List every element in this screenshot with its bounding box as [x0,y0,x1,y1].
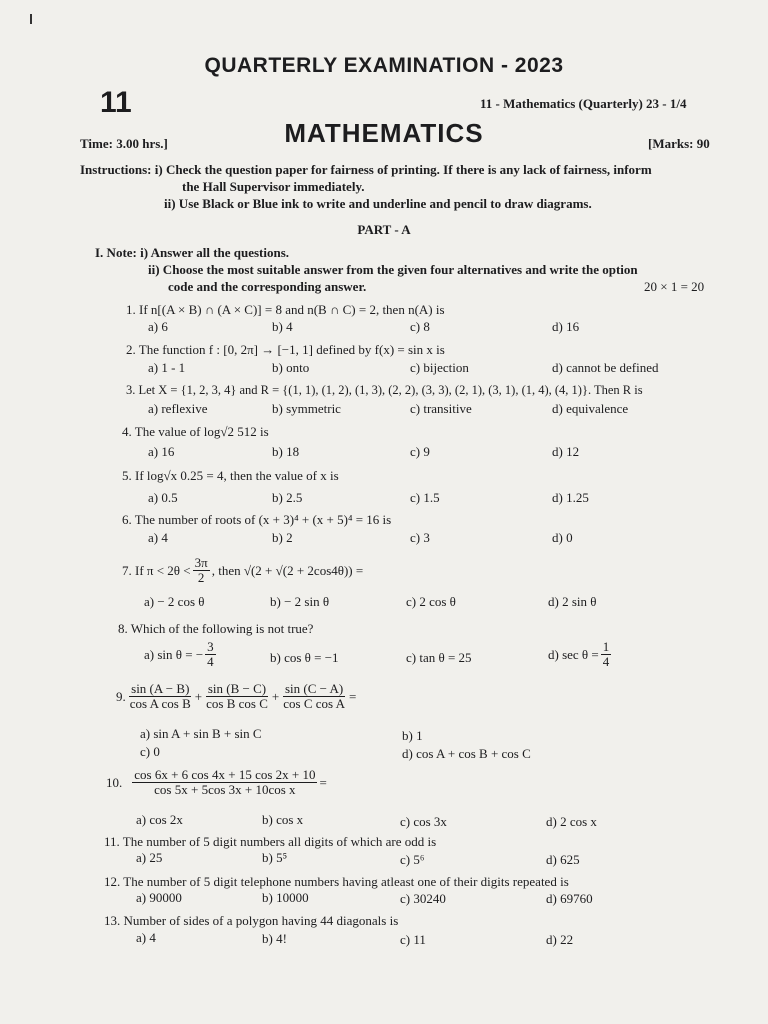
instructions-line-1 [80,162,652,178]
q7-option-c: c) 2 cos θ [406,594,456,609]
q9-f3-num: sin (C − A) [284,681,344,696]
q5-option-c: c) 1.5 [410,490,440,505]
q4-option-c: c) 9 [410,444,430,459]
question-5: 5. If log√x 0.25 = 4, then the value of x is [122,468,339,483]
q8-option-a-fraction [205,640,216,669]
q7-fraction-num: 3π [194,555,208,570]
q8-option-b: b) cos θ = −1 [270,650,339,665]
q8-option-c: c) tan θ = 25 [406,650,472,665]
q9-f3-den: cos C cos A [283,696,345,711]
q4-option-a: a) 16 [148,444,175,459]
q10-option-d: d) 2 cos x [546,814,597,829]
q7-fraction-den: 2 [197,570,205,585]
q3-option-d: d) equivalence [552,401,629,416]
q11-option-d: d) 625 [546,852,580,867]
q12-option-c: c) 30240 [400,891,446,906]
q2-option-c: c) bijection [410,360,469,375]
class-number: 11 [100,86,132,119]
exam-time: Time: 3.00 hrs.] [80,136,168,151]
question-4: 4. The value of log√2 512 is [122,424,269,439]
q10-option-a: a) cos 2x [136,812,183,827]
question-6: 6. The number of roots of (x + 3)⁴ + (x + 5)⁴ = 16 is [122,512,392,527]
q7-option-d: d) 2 sin θ [548,594,597,609]
q10-option-c: c) cos 3x [400,814,447,829]
q12-option-b: b) 10000 [262,890,309,905]
q4-option-d: d) 12 [552,444,580,459]
equals-sign: = [319,774,327,790]
q9-f2-num: sin (B − C) [207,681,267,696]
q13-option-b: b) 4! [262,931,287,946]
q8-option-d-den: 4 [602,654,610,669]
question-3: 3. Let X = {1, 2, 3, 4} and R = {(1, 1), (1, 2), (1, 3), (2, 2), (3, 3), (2, 1), (3, 1), (1, 4), (4, 1)}. Then R is [126,383,643,397]
q6-option-c: c) 3 [410,530,430,545]
q7-text-pre: 7. If π < 2θ < [122,562,191,578]
q5-option-a: a) 0.5 [148,490,178,505]
q8-option-a-num: 3 [207,639,214,654]
question-11: 11. The number of 5 digit numbers all digits of which are odd is [104,834,437,849]
q1-option-a: a) 6 [148,319,168,334]
q3-option-b: b) symmetric [272,401,341,416]
q11-option-c: c) 5⁶ [400,852,425,867]
q11-option-a: a) 25 [136,850,163,865]
q7-fraction [193,556,210,585]
q8-option-d-text: d) sec θ = [548,646,599,662]
equals-sign: = [348,688,357,704]
plus-sign: + [194,688,203,704]
q8-option-d [548,640,613,669]
q9-option-d: d) cos A + cos B + cos C [402,746,531,761]
q1-option-d: d) 16 [552,319,580,334]
note-line-3: code and the corresponding answer. [168,279,367,294]
q9-f2-den: cos B cos C [206,696,268,711]
q9-f1-den: cos A cos B [129,696,191,711]
q8-option-a-text: a) sin θ = − [144,646,204,662]
q8-option-d-fraction [601,640,612,669]
q6-option-a: a) 4 [148,530,168,545]
instruction-i: i) Check the question paper for fairness of printing. If there is any lack of fairness, inform [154,162,652,177]
q6-option-b: b) 2 [272,530,293,545]
question-8: 8. Which of the following is not true? [118,621,314,636]
q13-option-a: a) 4 [136,930,156,945]
q8-option-d-num: 1 [602,639,610,654]
score-allocation: 20 × 1 = 20 [644,279,705,294]
q3-option-a: a) reflexive [148,401,208,416]
margin-mark [30,14,32,24]
question-12: 12. The number of 5 digit telephone numbers having atleast one of their digits repeated is [104,874,569,889]
question-2: 2. The function f : [0, 2π] → [−1, 1] defined by f(x) = sin x is [126,342,445,357]
q11-option-b: b) 5⁵ [262,850,288,865]
q10-fraction [132,768,317,797]
exam-marks: [Marks: 90 [648,136,710,151]
question-10 [106,768,327,797]
question-7 [122,556,363,585]
q1-option-b: b) 4 [272,319,293,334]
q12-option-a: a) 90000 [136,890,182,905]
q6-option-d: d) 0 [552,530,573,545]
paper-code: 11 - Mathematics (Quarterly) 23 - 1/4 [480,96,687,111]
q10-option-b: b) cos x [262,812,304,827]
instructions-label: Instructions: [80,162,152,177]
q9-fraction-3 [281,682,347,711]
q5-option-b: b) 2.5 [272,490,303,505]
q9-f1-num: sin (A − B) [131,681,190,696]
question-13: 13. Number of sides of a polygon having 44 diagonals is [104,913,399,928]
q10-number: 10. [106,774,123,790]
q2-option-a: a) 1 - 1 [148,360,186,375]
q12-option-d: d) 69760 [546,891,593,906]
note-line-1: I. Note: i) Answer all the questions. [95,245,290,260]
q4-option-b: b) 18 [272,444,300,459]
q13-option-d: d) 22 [546,932,574,947]
q9-option-b: b) 1 [402,728,423,743]
q9-option-a: a) sin A + sin B + sin C [140,726,262,741]
q13-option-c: c) 11 [400,932,426,947]
question-9 [116,682,356,711]
q7-option-b: b) − 2 sin θ [270,594,330,609]
q7-option-a: a) − 2 cos θ [144,594,205,609]
note-line-2: ii) Choose the most suitable answer from the given four alternatives and write the option [148,262,638,277]
exam-title: QUARTERLY EXAMINATION - 2023 [204,54,564,77]
subject-title: MATHEMATICS [284,118,484,148]
q8-option-a [144,640,218,669]
q9-number: 9. [116,688,126,704]
q9-option-c: c) 0 [140,744,160,759]
q9-fraction-1 [128,682,193,711]
q10-den: cos 5x + 5cos 3x + 10cos x [154,782,296,797]
part-heading: PART - A [357,222,411,237]
q8-option-a-den: 4 [207,654,214,669]
instruction-i-cont: the Hall Supervisor immediately. [182,179,365,194]
q3-option-c: c) transitive [410,401,472,416]
q5-option-d: d) 1.25 [552,490,589,505]
q2-option-b: b) onto [272,360,310,375]
question-1: 1. If n[(A × B) ∩ (A × C)] = 8 and n(B ∩ C) = 2, then n(A) is [126,302,445,317]
q7-text-post: , then √(2 + √(2 + 2cos4θ)) = [211,562,364,578]
q10-num: cos 6x + 6 cos 4x + 15 cos 2x + 10 [134,767,316,782]
q9-fraction-2 [204,682,270,711]
plus-sign: + [271,688,280,704]
q1-option-c: c) 8 [410,319,430,334]
q2-option-d: d) cannot be defined [552,360,659,375]
instruction-ii: ii) Use Black or Blue ink to write and underline and pencil to draw diagrams. [164,196,592,211]
